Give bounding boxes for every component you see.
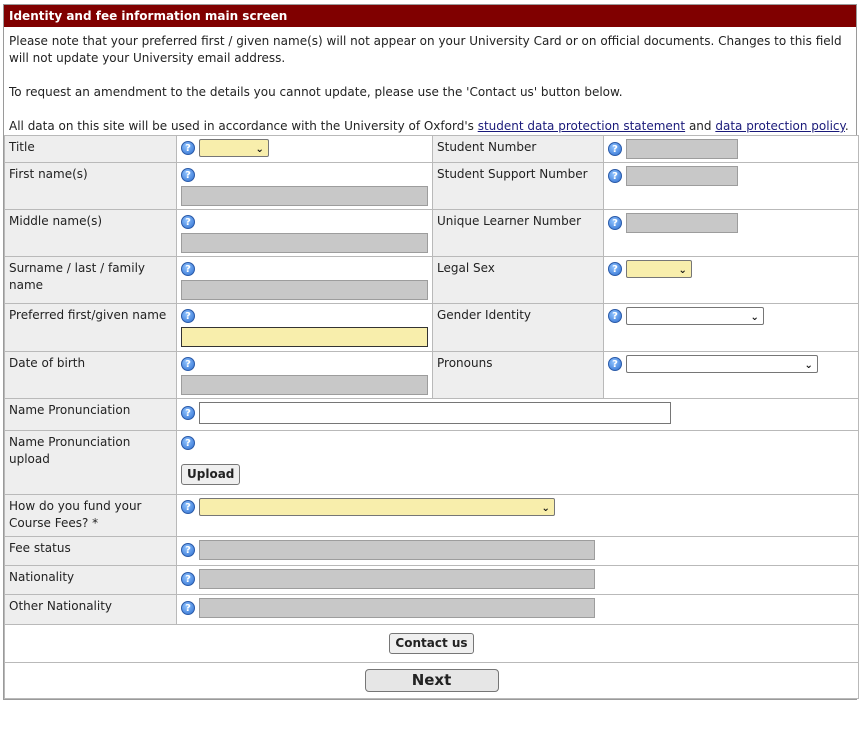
unique-learner-number-label: Unique Learner Number xyxy=(433,210,604,257)
note-amendment: To request an amendment to the details you cannot update, please use the 'Contact us' button below. xyxy=(9,85,623,99)
table-row xyxy=(5,304,859,352)
title-select[interactable] xyxy=(199,139,269,157)
surname-field xyxy=(181,280,428,300)
next-button[interactable]: Next xyxy=(365,669,499,692)
table-row xyxy=(5,431,859,495)
chevron-down-icon: ⌄ xyxy=(750,312,759,323)
help-icon[interactable]: ? xyxy=(181,543,195,557)
help-icon[interactable]: ? xyxy=(181,436,195,450)
other-nationality-label: Other Nationality xyxy=(5,595,177,625)
gender-identity-select[interactable] xyxy=(626,307,764,325)
other-nationality-field xyxy=(199,598,595,618)
info-notes xyxy=(4,27,856,135)
table-row xyxy=(5,663,859,699)
table-row xyxy=(5,352,859,399)
first-names-label: First name(s) xyxy=(5,163,177,210)
note-preferred-name: Please note that your preferred first / given name(s) will not appear on your University Card or on official documents. Changes to this field will not update your University email address. xyxy=(9,34,842,65)
middle-names-field xyxy=(181,233,428,253)
nationality-field xyxy=(199,569,595,589)
fund-course-fees-label: How do you fund your Course Fees? * xyxy=(5,495,177,537)
first-names-field xyxy=(181,186,428,206)
title-label: Title xyxy=(5,136,177,163)
legal-sex-label: Legal Sex xyxy=(433,257,604,304)
dob-label: Date of birth xyxy=(5,352,177,399)
student-number-field xyxy=(626,139,738,159)
name-pronunciation-upload-label: Name Pronunciation upload xyxy=(5,431,177,495)
table-row xyxy=(5,537,859,566)
note-data-protection: All data on this site will be used in accordance with the University of Oxford's student data protection statement and data protection policy. xyxy=(9,119,849,133)
fund-course-fees-select[interactable] xyxy=(199,498,555,516)
gender-identity-label: Gender Identity xyxy=(433,304,604,352)
name-pronunciation-label: Name Pronunciation xyxy=(5,399,177,431)
table-row xyxy=(5,495,859,537)
preferred-name-input[interactable] xyxy=(181,327,428,347)
table-row xyxy=(5,136,859,163)
chevron-down-icon: ⌄ xyxy=(541,503,550,514)
help-icon[interactable]: ? xyxy=(181,406,195,420)
student-number-label: Student Number xyxy=(433,136,604,163)
help-icon[interactable]: ? xyxy=(181,500,195,514)
chevron-down-icon: ⌄ xyxy=(804,360,813,371)
nationality-label: Nationality xyxy=(5,566,177,595)
help-icon[interactable]: ? xyxy=(181,572,195,586)
table-row xyxy=(5,257,859,304)
table-row xyxy=(5,163,859,210)
chevron-down-icon: ⌄ xyxy=(678,265,687,276)
table-row xyxy=(5,595,859,625)
help-icon[interactable]: ? xyxy=(608,142,622,156)
help-icon[interactable]: ? xyxy=(181,168,195,182)
help-icon[interactable]: ? xyxy=(181,601,195,615)
panel-header: Identity and fee information main screen xyxy=(4,5,856,27)
student-support-number-label: Student Support Number xyxy=(433,163,604,210)
help-icon[interactable]: ? xyxy=(181,141,195,155)
table-row xyxy=(5,399,859,431)
dob-field xyxy=(181,375,428,395)
preferred-name-label: Preferred first/given name xyxy=(5,304,177,352)
help-icon[interactable]: ? xyxy=(608,169,622,183)
upload-button[interactable]: Upload xyxy=(181,464,240,485)
help-icon[interactable]: ? xyxy=(181,262,195,276)
help-icon[interactable]: ? xyxy=(608,309,622,323)
help-icon[interactable]: ? xyxy=(608,357,622,371)
unique-learner-number-field xyxy=(626,213,738,233)
data-protection-policy-link[interactable]: data protection policy xyxy=(715,119,845,133)
help-icon[interactable]: ? xyxy=(181,309,195,323)
pronouns-select[interactable] xyxy=(626,355,818,373)
student-data-protection-link[interactable]: student data protection statement xyxy=(477,119,686,133)
contact-us-button[interactable]: Contact us xyxy=(389,633,473,654)
identity-form xyxy=(4,135,859,699)
student-support-number-field xyxy=(626,166,738,186)
name-pronunciation-input[interactable] xyxy=(199,402,671,424)
pronouns-label: Pronouns xyxy=(433,352,604,399)
help-icon[interactable]: ? xyxy=(181,215,195,229)
table-row xyxy=(5,210,859,257)
help-icon[interactable]: ? xyxy=(608,216,622,230)
middle-names-label: Middle name(s) xyxy=(5,210,177,257)
table-row xyxy=(5,566,859,595)
chevron-down-icon: ⌄ xyxy=(255,144,264,155)
legal-sex-select[interactable] xyxy=(626,260,692,278)
surname-label: Surname / last / family name xyxy=(5,257,177,304)
help-icon[interactable]: ? xyxy=(608,262,622,276)
fee-status-field xyxy=(199,540,595,560)
identity-panel xyxy=(3,4,857,700)
help-icon[interactable]: ? xyxy=(181,357,195,371)
table-row xyxy=(5,625,859,663)
fee-status-label: Fee status xyxy=(5,537,177,566)
